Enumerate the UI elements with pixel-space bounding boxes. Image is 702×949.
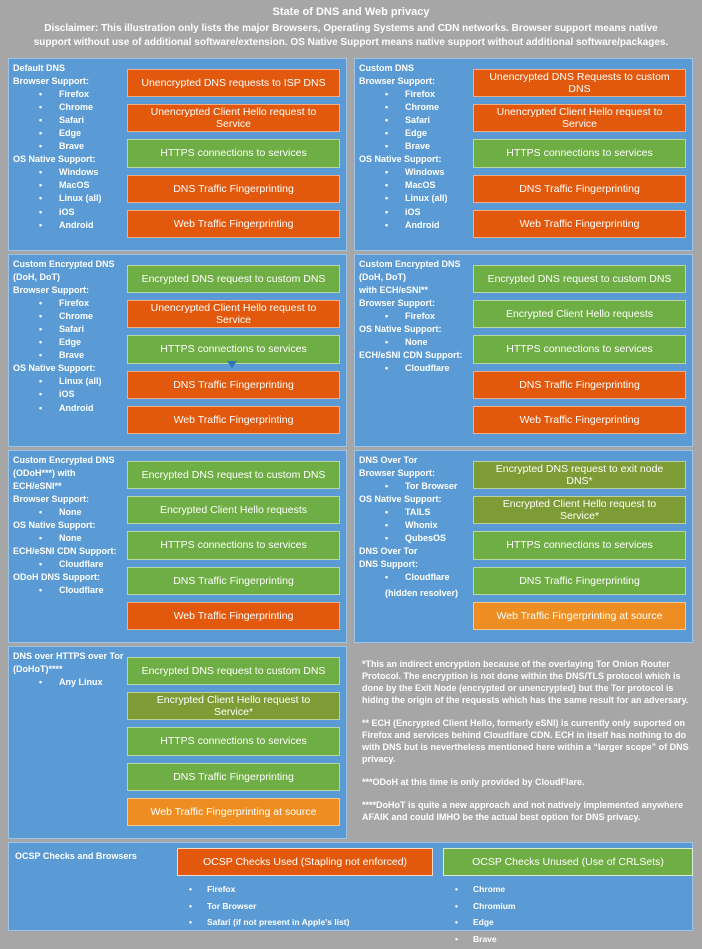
section-heading: ODoH DNS Support: <box>13 572 100 583</box>
list-item: • Any Linux <box>13 676 125 689</box>
panel-title: (DoH, DoT) <box>359 272 406 283</box>
bullet-list <box>359 336 471 349</box>
panel-label <box>9 255 125 446</box>
panel-label <box>355 59 471 250</box>
list-item: • Brave <box>13 140 125 153</box>
status-box: HTTPS connections to services <box>127 531 340 559</box>
note-paragraph: ** ECH (Encrypted Client Hello, formerly eSNI) is currently only suported on Firefox and services behind Cloudflare CDN. ECH in itself has nothing to do with DNS but is nevertheless mentioned here within a “larger scope” of DNS privacy. <box>362 718 689 765</box>
panel-title: Custom Encrypted DNS <box>13 259 115 269</box>
list-item: • Android <box>359 219 471 232</box>
panel-custom-encrypted-dns-ech <box>354 254 693 447</box>
status-box: Encrypted DNS request to custom DNS <box>473 265 686 293</box>
panel-title: with ECH/eSNI** <box>359 285 429 296</box>
list-item: • Linux (all) <box>13 192 125 205</box>
note-paragraph: *This an indirect encryption because of the overlaying Tor Onion Router Protocol. The encryption is not done within the DNS/TLS protocol which is done by the Exit Node (encrypted or unencrypted) but the Tor protocol is hiding the origin of the requests which has the same result for an adversary. <box>362 659 689 706</box>
list-item: • Cloudflare <box>359 571 471 584</box>
header <box>8 6 694 49</box>
list-item: • iOS <box>13 388 125 401</box>
panel-title: (ODoH***) with <box>13 468 76 479</box>
status-box: HTTPS connections to services <box>127 335 340 363</box>
status-boxes <box>125 255 346 446</box>
list-item: • Whonix <box>359 519 471 532</box>
list-item: • Chrome <box>443 881 693 898</box>
list-item: • MacOS <box>359 179 471 192</box>
bullet-list <box>13 166 125 231</box>
section-heading: OS Native Support: <box>359 154 442 165</box>
list-item: • Brave <box>359 140 471 153</box>
status-box: Web Traffic Fingerprinting <box>473 406 686 434</box>
panel-custom-encrypted-dns-doh-dot <box>8 254 347 447</box>
list-item: • Safari <box>13 323 125 336</box>
panel-custom-dns <box>354 58 693 251</box>
list-item: • Cloudflare <box>13 558 125 571</box>
status-box: HTTPS connections to services <box>473 335 686 363</box>
list-item: • None <box>13 506 125 519</box>
list-item: • Brave <box>13 349 125 362</box>
section-heading: Browser Support: <box>359 76 436 87</box>
subnote: (hidden resolver) <box>385 588 459 599</box>
list-item: • Safari <box>13 114 125 127</box>
list-item: • Firefox <box>13 297 125 310</box>
list-item: • TAILS <box>359 506 471 519</box>
panel-title: Default DNS <box>13 63 66 73</box>
section-heading: OS Native Support: <box>359 494 442 505</box>
ocsp-unused-header: OCSP Checks Unused (Use of CRLSets) <box>443 848 693 876</box>
status-box: Web Traffic Fingerprinting <box>127 210 340 238</box>
panel-label <box>9 647 125 838</box>
status-box: DNS Traffic Fingerprinting <box>127 763 340 791</box>
panel-label <box>9 59 125 250</box>
ocsp-used-column <box>177 848 433 928</box>
bullet-list <box>359 571 471 584</box>
panel-title: DNS Over Tor <box>359 455 418 465</box>
status-box: Unencrypted Client Hello request to Service <box>127 300 340 328</box>
bullet-list <box>13 558 125 571</box>
status-box: Unencrypted DNS Requests to custom DNS <box>473 69 686 97</box>
panel-dohot <box>8 646 347 839</box>
panel-title: ECH/eSNI** <box>13 481 62 492</box>
status-box: Web Traffic Fingerprinting at source <box>473 602 686 630</box>
list-item: • None <box>359 336 471 349</box>
status-box: HTTPS connections to services <box>473 139 686 167</box>
bullet-list <box>359 88 471 153</box>
disclaimer-text: Disclaimer: This illustration only lists the major Browsers, Operating Systems and CDN networks. Browser support means native support without use of additional software/extension. OS Native Support means native support without additional software/packages. <box>33 23 669 48</box>
list-item: • Safari <box>359 114 471 127</box>
status-box: Encrypted Client Hello request to Service* <box>473 496 686 524</box>
status-box: Web Traffic Fingerprinting <box>127 602 340 630</box>
panel-label <box>355 255 471 446</box>
bullet-list <box>13 297 125 362</box>
list-item: • Firefox <box>177 881 433 898</box>
ocsp-label: OCSP Checks and Browsers <box>15 851 137 861</box>
list-item: • Safari (if not present in Apple's list) <box>177 914 433 931</box>
bullet-list <box>359 480 471 493</box>
list-item: • Firefox <box>359 310 471 323</box>
bullet-list <box>13 532 125 545</box>
status-box: DNS Traffic Fingerprinting <box>473 175 686 203</box>
list-item: • Edge <box>443 914 693 931</box>
panel-title: (DoHoT)**** <box>13 664 63 675</box>
status-box: HTTPS connections to services <box>127 727 340 755</box>
list-item: • Linux (all) <box>13 375 125 388</box>
panel-title: (DoH, DoT) <box>13 272 60 283</box>
bullet-list <box>13 88 125 153</box>
list-item: • Edge <box>359 127 471 140</box>
list-item: • iOS <box>13 206 125 219</box>
status-boxes <box>125 451 346 642</box>
connector-arrow-icon <box>227 361 237 368</box>
bullet-list <box>13 676 125 689</box>
status-box: HTTPS connections to services <box>473 531 686 559</box>
list-item: • Chrome <box>13 101 125 114</box>
list-item: • Windows <box>13 166 125 179</box>
list-item: • QubesOS <box>359 532 471 545</box>
section-heading: Browser Support: <box>359 298 436 309</box>
ocsp-unused-column <box>443 848 693 944</box>
status-box: Encrypted DNS request to custom DNS <box>127 657 340 685</box>
section-heading: DNS Over Tor <box>359 546 418 557</box>
note-paragraph: ****DoHoT is quite a new approach and not natively implemented anywhere AFAIK and could IMHO be the actual best option for DNS privacy. <box>362 800 684 823</box>
page-title: State of DNS and Web privacy <box>272 6 430 18</box>
panel-ocsp <box>8 842 693 944</box>
status-box: Encrypted DNS request to custom DNS <box>127 265 340 293</box>
status-boxes <box>125 59 346 250</box>
list-item: • Tor Browser <box>359 480 471 493</box>
bullet-list <box>359 166 471 231</box>
section-heading: Browser Support: <box>13 76 90 87</box>
footnotes <box>354 646 693 839</box>
note-paragraph: ***ODoH at this time is only provided by CloudFlare. <box>362 777 585 788</box>
section-heading: OS Native Support: <box>13 363 96 374</box>
status-box: Encrypted DNS request to custom DNS <box>127 461 340 489</box>
status-box: Web Traffic Fingerprinting at source <box>127 798 340 826</box>
list-item: • Edge <box>13 336 125 349</box>
status-boxes <box>125 647 346 838</box>
section-heading: OS Native Support: <box>13 154 96 165</box>
list-item: • iOS <box>359 206 471 219</box>
bullet-list <box>359 506 471 545</box>
section-heading: OS Native Support: <box>359 324 442 335</box>
status-box: HTTPS connections to services <box>127 139 340 167</box>
list-item: • Chrome <box>13 310 125 323</box>
panel-default-dns <box>8 58 347 251</box>
bullet-list <box>177 881 433 931</box>
list-item: • Tor Browser <box>177 898 433 915</box>
bullet-list <box>359 362 471 375</box>
status-box: DNS Traffic Fingerprinting <box>127 371 340 399</box>
status-box: Encrypted Client Hello request to Service* <box>127 692 340 720</box>
list-item: • Brave <box>443 931 693 948</box>
list-item: • None <box>13 532 125 545</box>
list-item: • MacOS <box>13 179 125 192</box>
panel-title: Custom Encrypted DNS <box>13 455 115 465</box>
section-heading: ECH/eSNI CDN Support: <box>359 350 463 361</box>
ocsp-used-header: OCSP Checks Used (Stapling not enforced) <box>177 848 433 876</box>
bullet-list <box>13 584 125 597</box>
panel-label <box>355 451 471 642</box>
status-box: Web Traffic Fingerprinting <box>473 210 686 238</box>
status-box: Encrypted DNS request to exit node DNS* <box>473 461 686 489</box>
list-item: • Android <box>13 402 125 415</box>
panel-dns-over-tor <box>354 450 693 643</box>
panel-title: DNS over HTTPS over Tor <box>13 651 124 661</box>
section-heading: Browser Support: <box>359 468 436 479</box>
status-boxes <box>471 451 692 642</box>
panel-title: Custom DNS <box>359 63 415 73</box>
panel-title: Custom Encrypted DNS <box>359 259 461 269</box>
list-item: • Chrome <box>359 101 471 114</box>
status-box: Unencrypted Client Hello request to Service <box>127 104 340 132</box>
section-heading: Browser Support: <box>13 494 90 505</box>
list-item: • Linux (all) <box>359 192 471 205</box>
status-boxes <box>471 59 692 250</box>
panel-custom-encrypted-dns-odoh <box>8 450 347 643</box>
status-box: Web Traffic Fingerprinting <box>127 406 340 434</box>
list-item: • Windows <box>359 166 471 179</box>
bullet-list <box>359 310 471 323</box>
status-boxes <box>471 255 692 446</box>
panels-grid <box>8 58 694 944</box>
status-box: Unencrypted Client Hello request to Service <box>473 104 686 132</box>
status-box: DNS Traffic Fingerprinting <box>473 567 686 595</box>
panel-label <box>9 451 125 642</box>
bullet-list <box>13 506 125 519</box>
status-box: Unencrypted DNS requests to ISP DNS <box>127 69 340 97</box>
list-item: • Firefox <box>359 88 471 101</box>
section-heading: ECH/eSNI CDN Support: <box>13 546 117 557</box>
list-item: • Cloudflare <box>13 584 125 597</box>
status-box: Encrypted Client Hello requests <box>127 496 340 524</box>
status-box: Encrypted Client Hello requests <box>473 300 686 328</box>
section-heading: Browser Support: <box>13 285 90 296</box>
status-box: DNS Traffic Fingerprinting <box>127 175 340 203</box>
list-item: • Edge <box>13 127 125 140</box>
bullet-list <box>13 375 125 414</box>
list-item: • Android <box>13 219 125 232</box>
status-box: DNS Traffic Fingerprinting <box>473 371 686 399</box>
list-item: • Chromium <box>443 898 693 915</box>
section-heading: DNS Support: <box>359 559 418 570</box>
section-heading: OS Native Support: <box>13 520 96 531</box>
list-item: • Firefox <box>13 88 125 101</box>
list-item: • Cloudflare <box>359 362 471 375</box>
status-box: DNS Traffic Fingerprinting <box>127 567 340 595</box>
bullet-list <box>443 881 693 947</box>
